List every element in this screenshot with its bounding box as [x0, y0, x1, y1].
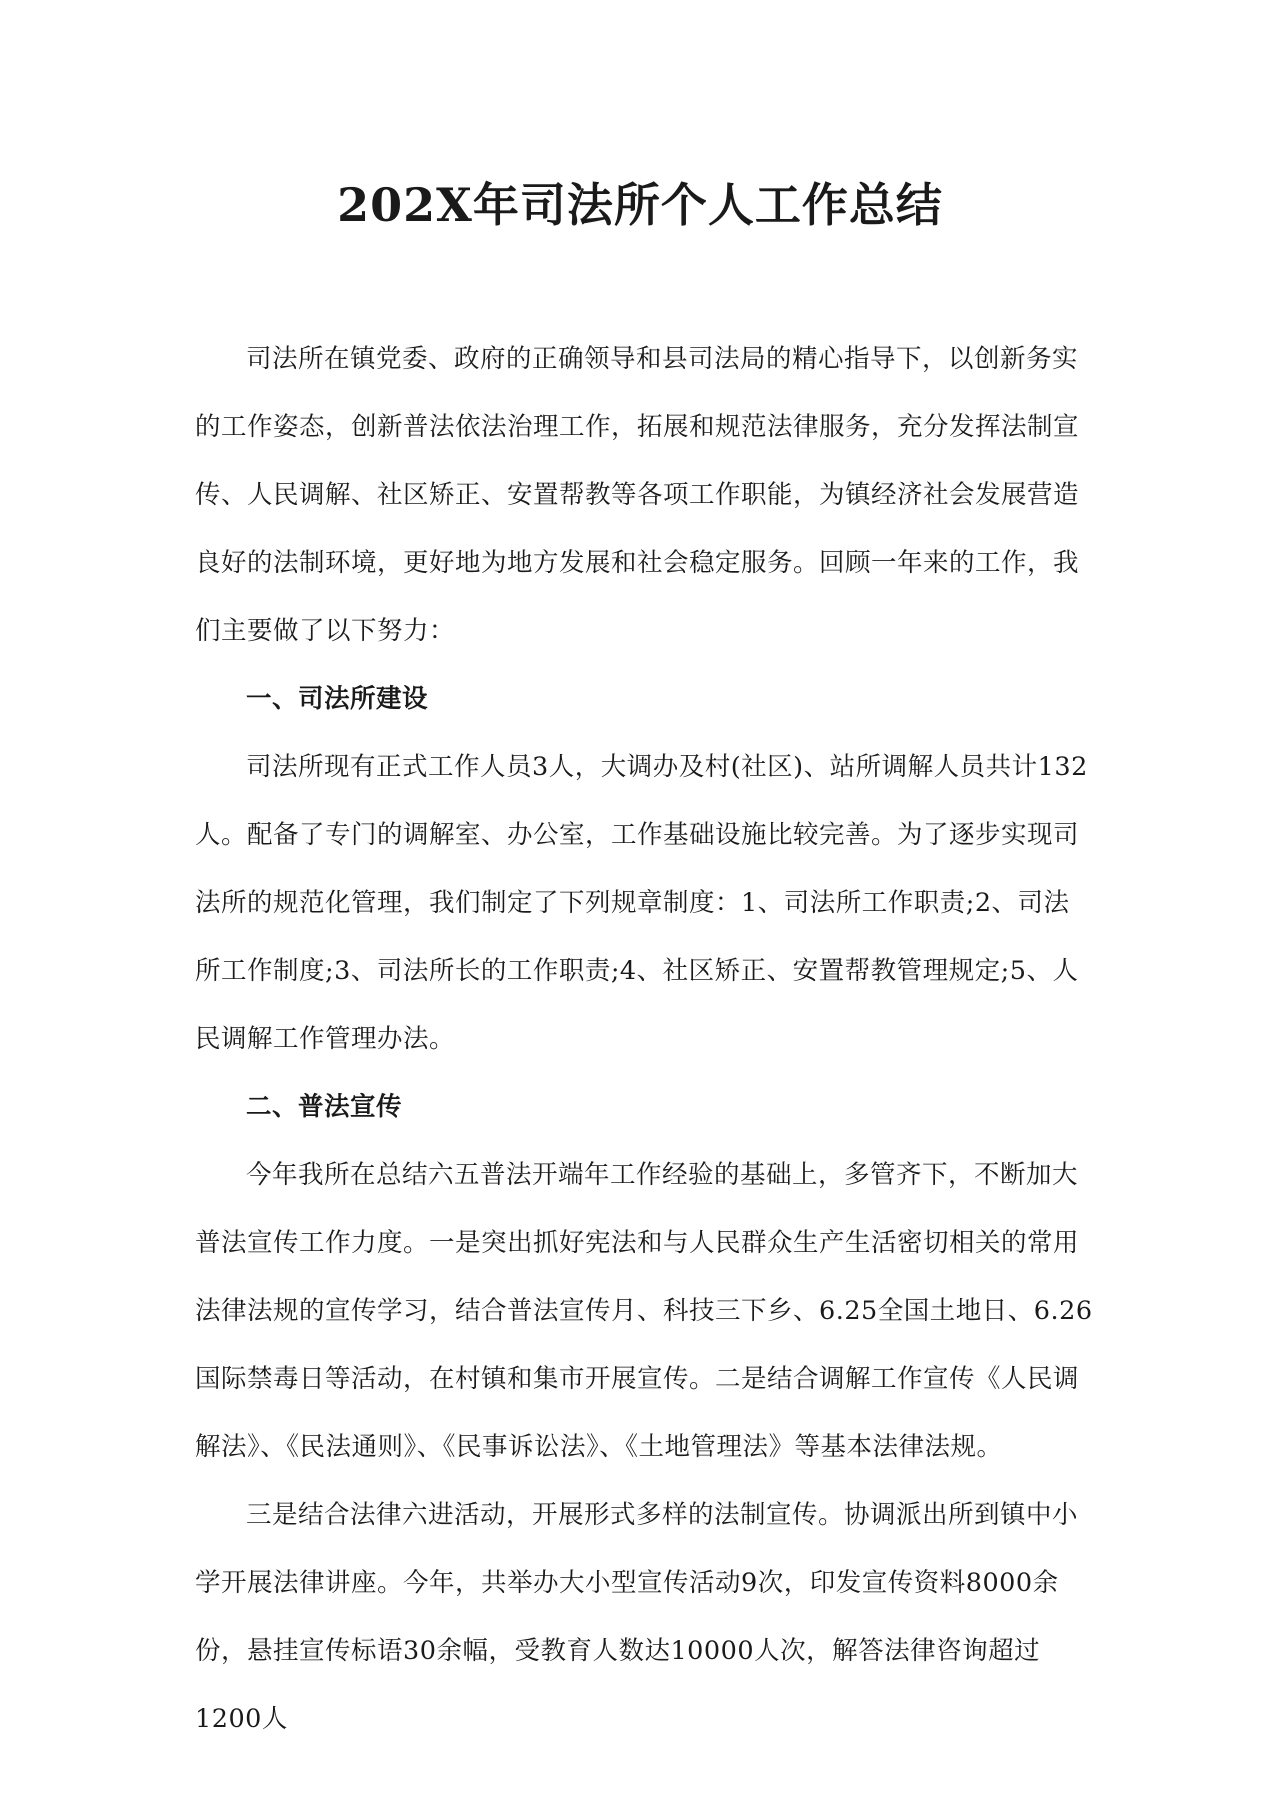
section-paragraph: 三是结合法律六进活动，开展形式多样的法制宣传。协调派出所到镇中小学开展法律讲座。今年，共举办大小型宣传活动9次，印发宣传资料8000余份，悬挂宣传标语30余幅，受教育人数达10000人次，解答法律咨询超过1200人 — [195, 1500, 1079, 1734]
document-title: 202X年司法所个人工作总结 — [337, 178, 943, 232]
document-body — [195, 325, 1093, 1753]
section-heading-construction: 一、司法所建设 — [246, 684, 429, 714]
section-paragraph: 今年我所在总结六五普法开端年工作经验的基础上，多管齐下，不断加大普法宣传工作力度。一是突出抓好宪法和与人民群众生产生活密切相关的常用法律法规的宣传学习，结合普法宣传月、科技三下乡、6.25全国土地日、6.26国际禁毒日等活动，在村镇和集市开展宣传。二是结合调解工作宣传《人民调解法》、《民法通则》、《民事诉讼法》、《土地管理法》等基本法律法规。 — [195, 1160, 1093, 1462]
section-heading-publicity: 二、普法宣传 — [246, 1092, 403, 1122]
intro-paragraph: 司法所在镇党委、政府的正确领导和县司法局的精心指导下，以创新务实的工作姿态，创新普法依法治理工作，拓展和规范法律服务，充分发挥法制宣传、人民调解、社区矫正、安置帮教等各项工作职能，为镇经济社会发展营造良好的法制环境，更好地为地方发展和社会稳定服务。回顾一年来的工作，我们主要做了以下努力： — [195, 344, 1080, 646]
section-paragraph: 司法所现有正式工作人员3人，大调办及村(社区)、站所调解人员共计132人。配备了专门的调解室、办公室，工作基础设施比较完善。为了逐步实现司法所的规范化管理，我们制定了下列规章制度：1、司法所工作职责;2、司法所工作制度;3、司法所长的工作职责;4、社区矫正、安置帮教管理规定;5、人民调解工作管理办法。 — [195, 752, 1088, 1054]
